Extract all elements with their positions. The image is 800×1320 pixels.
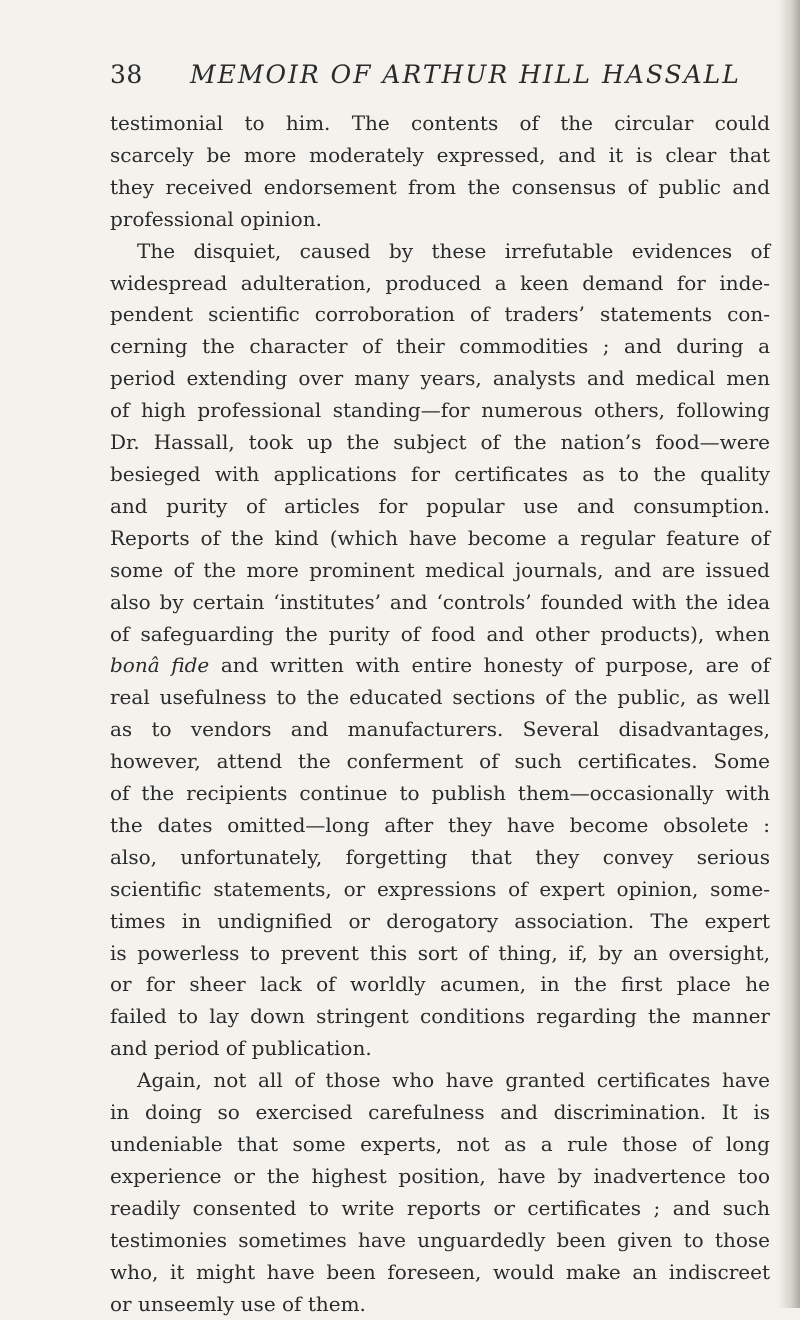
text-line: real usefulness to the educated sections of the public, as well bbox=[110, 685, 770, 710]
text-line: Again, not all of those who have granted certificates have bbox=[137, 1068, 770, 1093]
running-title: MEMOIR OF ARTHUR HILL HASSALL bbox=[190, 60, 741, 89]
text-line: widespread adulteration, produced a keen demand for inde- bbox=[110, 270, 770, 295]
text-line: cerning the character of their commodities ; and during a bbox=[110, 334, 770, 359]
text-line: in doing so exercised carefulness and discrimination. It is bbox=[110, 1100, 770, 1125]
text-line: also, unfortunately, forgetting that they convey serious bbox=[110, 844, 770, 869]
text-line: pendent scientific corroboration of traders’ statements con- bbox=[110, 302, 770, 327]
text-line: experience or the highest position, have by inadvertence too bbox=[110, 1163, 770, 1188]
text-line: of the recipients continue to publish them—occasionally with bbox=[110, 781, 770, 806]
text-line: however, attend the conferment of such certificates. Some bbox=[110, 749, 770, 774]
text-line: also by certain ‘institutes’ and ‘controls’ founded with the idea bbox=[110, 589, 770, 614]
text-line: they received endorsement from the consensus of public and bbox=[110, 174, 770, 199]
text-line: and period of publication. bbox=[110, 1036, 372, 1061]
text-line: professional opinion. bbox=[110, 206, 322, 231]
text-line: scarcely be more moderately expressed, and it is clear that bbox=[110, 142, 770, 167]
text-line: of safeguarding the purity of food and other products), when bbox=[110, 621, 770, 646]
text-line: is powerless to prevent this sort of thing, if, by an oversight, bbox=[110, 940, 770, 965]
italic-phrase: bonâ fide bbox=[110, 653, 210, 678]
text-line: Reports of the kind (which have become a regular feature of bbox=[110, 525, 770, 550]
text-line: readily consented to write reports or certificates ; and such bbox=[110, 1195, 770, 1220]
text-line: period extending over many years, analysts and medical men bbox=[110, 366, 770, 391]
text-line: The disquiet, caused by these irrefutable evidences of bbox=[137, 238, 770, 263]
text-line: or for sheer lack of worldly acumen, in the first place he bbox=[110, 972, 770, 997]
text-line: scientific statements, or expressions of expert opinion, some- bbox=[110, 876, 770, 901]
page-number: 38 bbox=[110, 60, 143, 89]
text-line: who, it might have been foreseen, would make an indiscreet bbox=[110, 1259, 770, 1284]
text-line-remainder: and written with entire honesty of purpose, are of bbox=[220, 653, 770, 678]
text-line: some of the more prominent medical journals, and are issued bbox=[110, 557, 770, 582]
body-text bbox=[110, 108, 770, 1320]
page-edge-shadow bbox=[778, 0, 800, 1308]
text-line: testimonial to him. The contents of the circular could bbox=[110, 111, 770, 135]
text-line: times in undignified or derogatory association. The expert bbox=[110, 908, 770, 933]
text-line: Dr. Hassall, took up the subject of the nation’s food—were bbox=[110, 430, 770, 455]
text-line: failed to lay down stringent conditions regarding the manner bbox=[110, 1004, 770, 1029]
running-head bbox=[110, 58, 750, 92]
text-line: of high professional standing—for numerous others, following bbox=[110, 398, 770, 423]
text-line: as to vendors and manufacturers. Several disadvantages, bbox=[110, 717, 770, 742]
text-line: the dates omitted—long after they have become obsolete : bbox=[110, 812, 770, 837]
text-line: and purity of articles for popular use and consumption. bbox=[110, 493, 770, 518]
text-line: undeniable that some experts, not as a rule those of long bbox=[110, 1132, 770, 1156]
text-line-with-italic bbox=[110, 650, 770, 682]
text-line: or unseemly use of them. bbox=[110, 1291, 366, 1316]
text-line: testimonies sometimes have unguardedly been given to those bbox=[110, 1227, 770, 1252]
text-line: besieged with applications for certificates as to the quality bbox=[110, 461, 770, 486]
